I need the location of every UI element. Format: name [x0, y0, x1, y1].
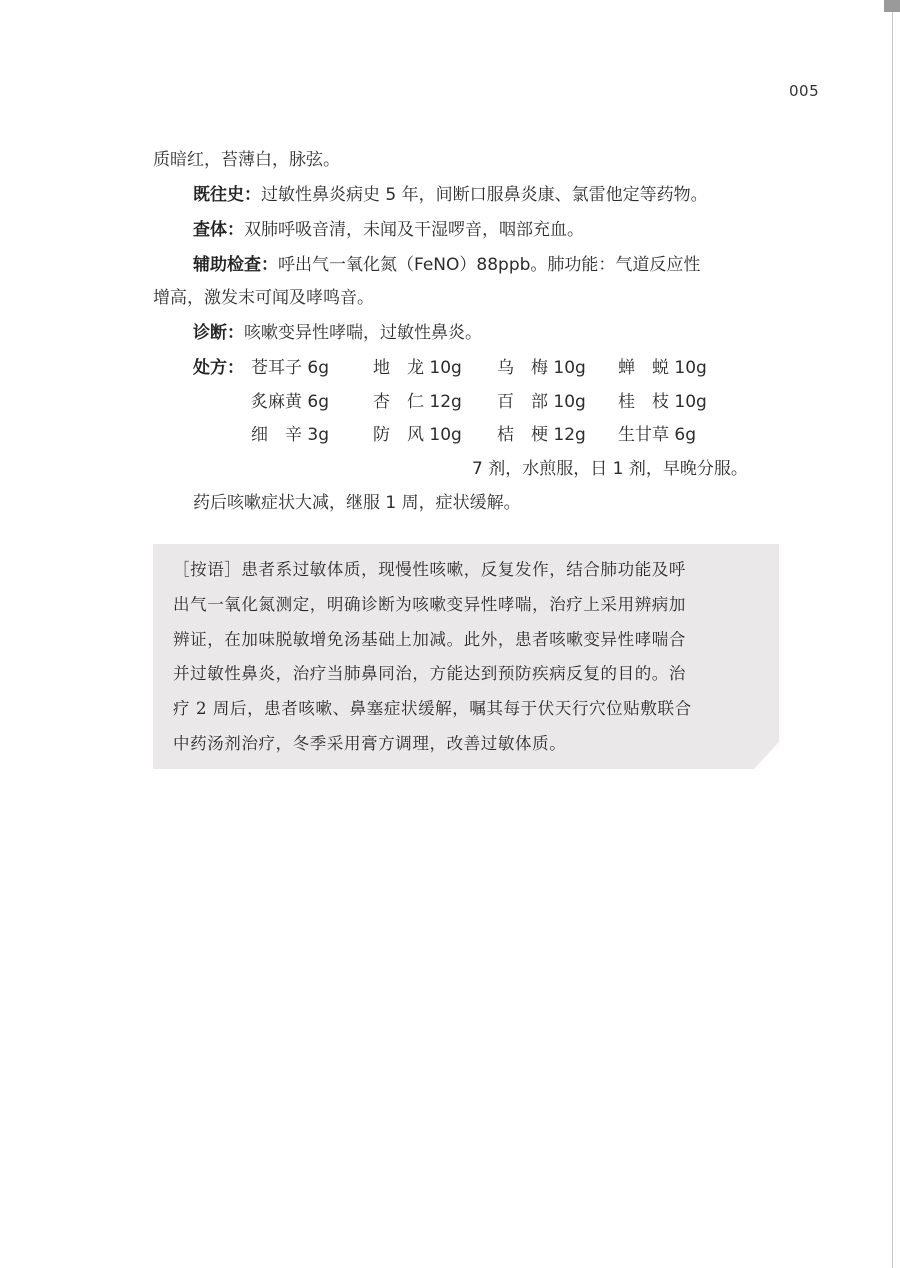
commentary-line: ［按语］患者系过敏体质，现慢性咳嗽，反复发作，结合肺功能及呼	[173, 560, 686, 579]
rx-item: 百 部 10g	[497, 392, 586, 412]
history-paragraph	[193, 183, 708, 207]
history-label: 既往史：	[193, 185, 261, 205]
rx-item: 细 辛 3g	[251, 425, 330, 445]
aux-text-1: 呼出气一氧化氮（FeNO）88ppb。肺功能：气道反应性	[278, 255, 701, 275]
commentary-line: 中药汤剂治疗，冬季采用膏方调理，改善过敏体质。	[173, 734, 567, 753]
exam-paragraph	[193, 218, 584, 242]
prescription-label: 处方：	[193, 358, 244, 378]
commentary-line: 并过敏性鼻炎，治疗当肺鼻同治，方能达到预防疾病反复的目的。治	[173, 664, 686, 683]
aux-text-2: 增高，激发末可闻及哮鸣音。	[153, 288, 374, 308]
aux-label: 辅助检查：	[193, 255, 278, 275]
diagnosis-label: 诊断：	[193, 323, 244, 343]
rx-item: 苍耳子 6g	[251, 358, 330, 378]
rx-item: 蝉 蜕 10g	[618, 358, 707, 378]
rx-item: 防 风 10g	[373, 425, 462, 445]
commentary-line: 出气一氧化氮测定，明确诊断为咳嗽变异性哮喘，治疗上采用辨病加	[173, 595, 686, 614]
line-continuation: 质暗红，苔薄白，脉弦。	[153, 150, 340, 170]
rx-item: 桔 梗 12g	[497, 425, 586, 445]
rx-item: 生甘草 6g	[618, 425, 697, 445]
commentary-line: 辨证，在加味脱敏增免汤基础上加减。此外，患者咳嗽变异性哮喘合	[173, 630, 686, 649]
history-text: 过敏性鼻炎病史 5 年，间断口服鼻炎康、氯雷他定等药物。	[261, 185, 708, 205]
page-number: 005	[789, 82, 820, 100]
diagnosis-text: 咳嗽变异性哮喘，过敏性鼻炎。	[244, 323, 482, 343]
outcome-paragraph: 药后咳嗽症状大减，继服 1 周，症状缓解。	[193, 493, 521, 513]
exam-label: 查体：	[193, 220, 244, 240]
rx-item: 杏 仁 12g	[373, 392, 462, 412]
rx-item: 桂 枝 10g	[618, 392, 707, 412]
rx-item: 地 龙 10g	[373, 358, 462, 378]
rx-item: 乌 梅 10g	[497, 358, 586, 378]
prescription-usage: 7 剂，水煎服，日 1 剂，早晚分服。	[472, 459, 748, 479]
commentary-line: 疗 2 周后，患者咳嗽、鼻塞症状缓解，嘱其每于伏天行穴位贴敷联合	[173, 699, 692, 718]
corner-mark	[884, 0, 900, 12]
diagnosis-paragraph	[193, 321, 482, 345]
exam-text: 双肺呼吸音清，未闻及干湿啰音，咽部充血。	[244, 220, 584, 240]
rx-item: 炙麻黄 6g	[251, 392, 330, 412]
aux-paragraph	[193, 253, 700, 277]
